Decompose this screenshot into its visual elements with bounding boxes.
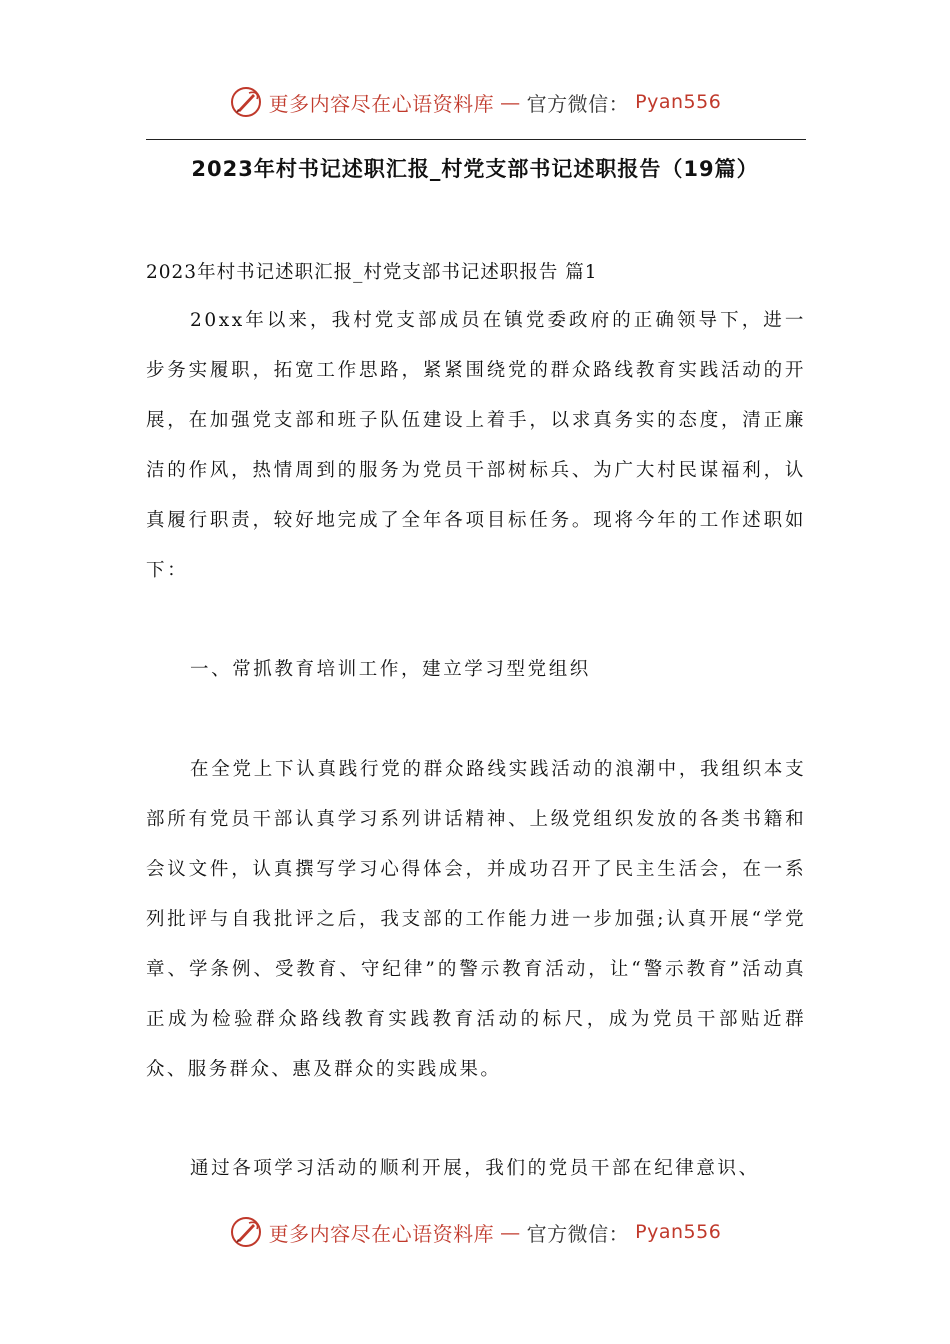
- section-heading: 2023年村书记述职汇报_村党支部书记述职报告 篇1: [146, 262, 598, 283]
- paragraph-continuation: 通过各项学习活动的顺利开展，我们的党员干部在纪律意识、: [190, 1158, 760, 1179]
- header-rule: [146, 139, 806, 140]
- paragraph-intro: 20xx年以来，我村党支部成员在镇党委政府的正确领导下，进一步务实履职，拓宽工作思路，紧紧围绕党的群众路线教育实践活动的开展，在加强党支部和班子队伍建设上着手，以求真务实的态度，清正廉洁的作风，热情周到的服务为党员干部树标兵、为广大村民谋福利，认真履行职责，较好地完成了全年各项目标任务。现将今年的工作述职如下：: [146, 310, 806, 581]
- paragraph-study: 在全党上下认真践行党的群众路线实践活动的浪潮中，我组织本支部所有党员干部认真学习系列讲话精神、上级党组织发放的各类书籍和会议文件，认真撰写学习心得体会，并成功召开了民主生活会，在一系列批评与自我批评之后，我支部的工作能力进一步加强;认真开展“学党章、学条例、受教育、守纪律”的警示教育活动，让“警示教育”活动真正成为检验群众路线教育实践教育活动的标尺，成为党员干部贴近群众、服务群众、惠及群众的实践成果。: [146, 759, 806, 1080]
- document-title: 2023年村书记述职汇报_村党支部书记述职报告（19篇）: [191, 157, 759, 181]
- quill-pen-logo-icon: [229, 1215, 263, 1249]
- footer-banner: [0, 1212, 950, 1252]
- banner-wechat-id: Pyan556: [635, 1221, 722, 1243]
- banner-dash: —: [500, 90, 521, 114]
- header-banner: [0, 82, 950, 122]
- quill-pen-logo-icon: [229, 85, 263, 119]
- banner-label: 官方微信：: [526, 91, 630, 116]
- banner-text: 更多内容尽在心语资料库: [268, 1221, 495, 1246]
- banner-label: 官方微信：: [526, 1221, 630, 1246]
- paragraph-heading-one: 一、常抓教育培训工作，建立学习型党组织: [190, 659, 591, 680]
- banner-text: 更多内容尽在心语资料库: [268, 91, 495, 116]
- banner-wechat-id: Pyan556: [635, 91, 722, 113]
- banner-dash: —: [500, 1220, 521, 1244]
